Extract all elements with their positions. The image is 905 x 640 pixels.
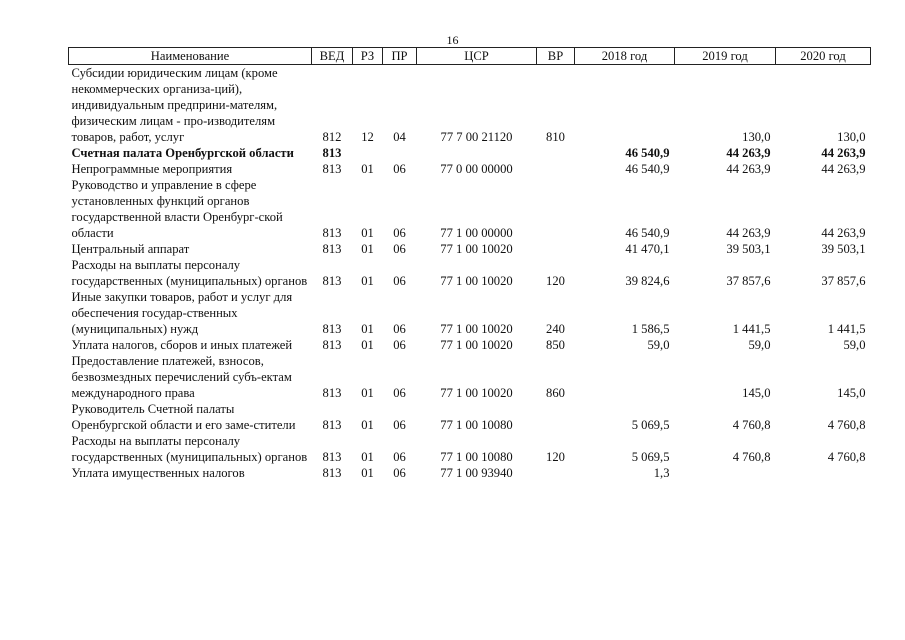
cell-rz: 01 [361,466,374,480]
cell-2019: 37 857,6 [726,274,771,288]
cell-ved: 813 [322,226,342,240]
cell-2019 [675,465,776,481]
table-row [69,177,871,241]
table-row [69,337,871,353]
cell-vr: 120 [546,450,565,464]
budget-table [68,47,871,481]
cell-ved: 813 [322,466,342,480]
cell-csr: 77 7 00 21120 [440,130,513,144]
cell-rz: 01 [361,338,374,352]
cell-rz: 01 [361,274,374,288]
header-name: Наименование [69,48,312,65]
cell-2018 [575,65,675,146]
header-pr: ПР [383,48,417,65]
cell-2018: 5 069,5 [631,418,670,432]
cell-vr [537,145,575,161]
cell-pr: 06 [393,242,406,256]
cell-vr [537,401,575,433]
cell-ved: 813 [322,274,342,288]
cell-name: Иные закупки товаров, работ и услуг для обеспечения государ-ственных (муниципальных) нужд [71,290,293,336]
cell-2019: 130,0 [742,130,771,144]
cell-2020 [776,465,871,481]
cell-rz: 01 [361,322,374,336]
cell-csr: 77 1 00 10080 [440,418,513,432]
cell-vr [537,465,575,481]
table-row [69,161,871,177]
cell-vr: 810 [546,130,565,144]
cell-vr [537,241,575,257]
cell-name: Руководство и управление в сфере установленных функций органов государственной власти Оренбург-ской области [71,178,283,240]
cell-rz: 01 [361,162,374,176]
cell-2018: 59,0 [647,338,670,352]
cell-rz: 01 [361,450,374,464]
cell-rz [353,145,383,161]
cell-rz: 12 [361,130,374,144]
cell-2020: 4 760,8 [827,418,866,432]
cell-2019: 4 760,8 [732,418,771,432]
cell-csr [417,145,537,161]
cell-rz: 01 [361,386,374,400]
cell-pr: 06 [393,226,406,240]
cell-name: Руководитель Счетной палаты Оренбургской области и его заме-стители [71,402,296,432]
cell-vr: 850 [546,338,565,352]
cell-2019: 59,0 [748,338,771,352]
cell-2018: 46 540,9 [625,162,670,176]
cell-csr: 77 1 00 10020 [440,322,513,336]
table-header-row [69,48,871,65]
cell-2020: 1 441,5 [827,322,866,336]
cell-2020: 44 263,9 [821,146,866,160]
cell-2018: 39 824,6 [625,274,670,288]
cell-2020: 59,0 [843,338,866,352]
cell-2019: 39 503,1 [726,242,771,256]
cell-2019: 44 263,9 [726,162,771,176]
cell-2020: 44 263,9 [821,226,866,240]
cell-ved: 813 [322,338,342,352]
cell-2018: 46 540,9 [625,146,670,160]
cell-pr: 04 [393,130,406,144]
cell-ved: 813 [322,146,342,160]
cell-2019: 1 441,5 [732,322,771,336]
cell-name: Субсидии юридическим лицам (кроме некоммерческих организа-ций), индивидуальным предприни-мателям, физическим лицам - про-изводителям товаров, работ, услуг [71,66,278,144]
table-row [69,289,871,337]
cell-2018: 46 540,9 [625,226,670,240]
cell-csr: 77 1 00 10080 [440,450,513,464]
header-vr: ВР [537,48,575,65]
cell-ved: 813 [322,386,342,400]
cell-pr: 06 [393,386,406,400]
cell-name: Непрограммные мероприятия [71,162,233,176]
cell-2018: 5 069,5 [631,450,670,464]
cell-2020: 130,0 [837,130,866,144]
cell-rz: 01 [361,418,374,432]
cell-ved: 813 [322,162,342,176]
cell-2020: 4 760,8 [827,450,866,464]
cell-pr [383,145,417,161]
cell-2020: 37 857,6 [821,274,866,288]
cell-2018: 41 470,1 [625,242,670,256]
cell-2020: 39 503,1 [821,242,866,256]
header-rz: РЗ [353,48,383,65]
cell-csr: 77 1 00 10020 [440,338,513,352]
cell-ved: 812 [322,130,342,144]
cell-ved: 813 [322,418,342,432]
cell-csr: 77 1 00 10020 [440,242,513,256]
cell-pr: 06 [393,418,406,432]
cell-rz: 01 [361,226,374,240]
cell-name: Расходы на выплаты персоналу государственных (муниципальных) органов [71,258,308,288]
cell-csr: 77 1 00 93940 [440,466,513,480]
cell-name: Расходы на выплаты персоналу государственных (муниципальных) органов [71,434,308,464]
cell-vr: 240 [546,322,565,336]
header-2018: 2018 год [575,48,675,65]
cell-2018: 1 586,5 [631,322,670,336]
cell-ved: 813 [322,242,342,256]
header-ved: ВЕД [312,48,353,65]
cell-name: Счетная палата Оренбургской области [71,146,294,160]
cell-pr: 06 [393,466,406,480]
table-row [69,257,871,289]
table-row [69,241,871,257]
cell-vr [537,161,575,177]
cell-csr: 77 0 00 00000 [440,162,513,176]
cell-vr: 120 [546,274,565,288]
cell-rz: 01 [361,242,374,256]
cell-name: Уплата имущественных налогов [71,466,245,480]
cell-pr: 06 [393,274,406,288]
cell-name: Предоставление платежей, взносов, безвозмездных перечислений субъ-ектам международного права [71,354,292,400]
cell-vr [537,177,575,241]
table-row [69,65,871,146]
table-row [69,353,871,401]
table-row [69,465,871,481]
header-2019: 2019 год [675,48,776,65]
cell-pr: 06 [393,322,406,336]
cell-csr: 77 1 00 10020 [440,274,513,288]
cell-name: Уплата налогов, сборов и иных платежей [71,338,293,352]
table-row [69,401,871,433]
cell-2020: 145,0 [837,386,866,400]
cell-pr: 06 [393,450,406,464]
cell-2018 [575,353,675,401]
cell-2019: 44 263,9 [726,226,771,240]
cell-csr: 77 1 00 10020 [440,386,513,400]
page-number: 16 [446,33,459,47]
cell-2019: 145,0 [742,386,771,400]
table-row [69,433,871,465]
cell-2020: 44 263,9 [821,162,866,176]
cell-ved: 813 [322,450,342,464]
cell-csr: 77 1 00 00000 [440,226,513,240]
header-csr: ЦСР [417,48,537,65]
cell-vr: 860 [546,386,565,400]
header-2020: 2020 год [776,48,871,65]
cell-2018: 1,3 [653,466,670,480]
cell-pr: 06 [393,338,406,352]
cell-pr: 06 [393,162,406,176]
cell-ved: 813 [322,322,342,336]
table-body [69,65,871,482]
table-row [69,145,871,161]
cell-name: Центральный аппарат [71,242,190,256]
cell-2019: 4 760,8 [732,450,771,464]
cell-2019: 44 263,9 [726,146,771,160]
